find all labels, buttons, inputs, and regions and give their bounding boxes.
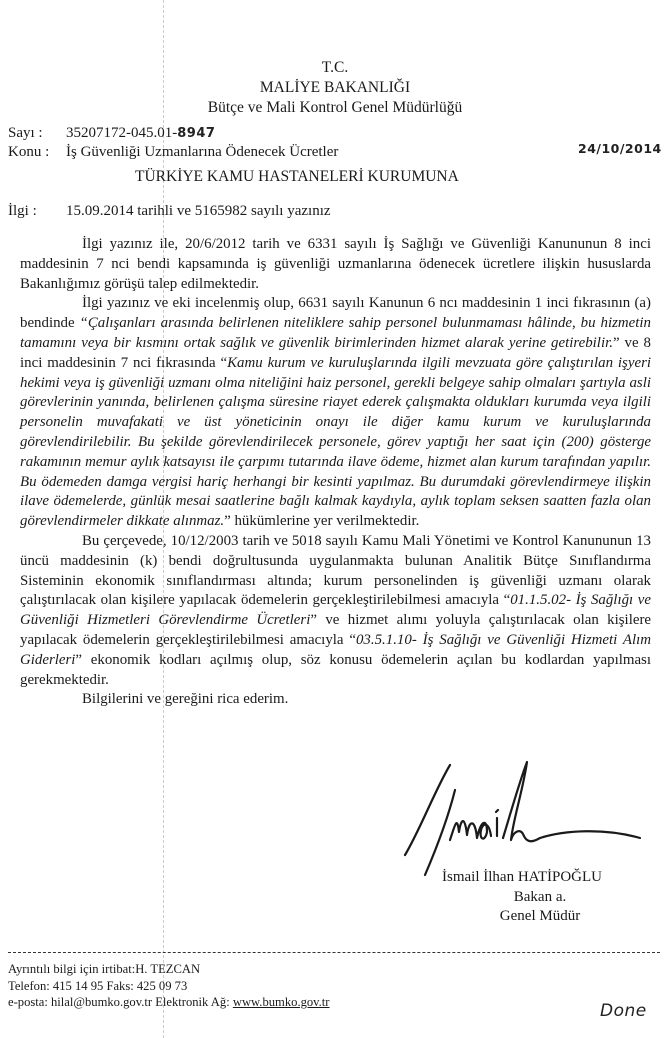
p3-text-c: ” ekonomik kodları açılmış olup, söz konusu ödemelerin açılan bu kodlardan yapılması gerekmektedir. bbox=[20, 651, 651, 688]
ilgi-value: 15.09.2014 tarihli ve 5165982 sayılı yazınız bbox=[66, 203, 331, 219]
done-handwritten: Done bbox=[600, 1001, 647, 1021]
konu-row bbox=[8, 144, 338, 161]
handwritten-signature bbox=[395, 760, 655, 885]
signatory-name: İsmail İlhan HATİPOĞLU bbox=[442, 869, 602, 885]
signatory-title-1: Bakan a. bbox=[513, 888, 567, 905]
p3-text-a: Bu çerçevede, 10/12/2003 tarih ve 5018 sayılı Kamu Mali Yönetimi ve Kontrol Kanununun 13 üncü maddesinin (k) bendi doğrultusunda uygulanmakta bulunan Analitik Bütçe Sınıflandırma Sisteminin ekonomik sınıflandırması altında; kurum personelinden iş güvenliği uzmanı olarak çalıştırılacak olan kişilere yapılacak ödemelerin gerçekleştirilebilmesi amacıyla “ bbox=[20, 532, 651, 609]
website-link[interactable]: www.bumko.gov.tr bbox=[232, 995, 330, 1009]
p3-quote-2: 03.5.1.10- İş Sağlığı ve Güvenliği Hizmeti Alım Giderleri bbox=[20, 631, 651, 668]
paragraph-3 bbox=[20, 532, 651, 690]
sayi-handwritten: 8947 bbox=[177, 126, 216, 141]
signature-block bbox=[400, 868, 650, 927]
paragraph-1: İlgi yazınız ile, 20/6/2012 tarih ve 6331 sayılı İş Sağlığı ve Güvenliği Kanununun 8 inci maddesinin 7 nci bendi kapsamında iş güvenliği uzmanlarına ödenecek ücretlere ilişkin hususlarda Bakanlığımız görüşü talep edilmektedir. bbox=[20, 236, 651, 292]
addressee: TÜRKİYE KAMU HASTANELERİ KURUMUNA bbox=[135, 168, 459, 185]
konu-label: Konu : bbox=[8, 144, 50, 160]
contact-person: Ayrıntılı bilgi için irtibat:H. TEZCAN bbox=[8, 962, 201, 976]
p2-text-a: İlgi yazınız ve eki incelenmiş olup, 6631 sayılı Kanunun 6 ncı maddesinin 1 inci fıkrasının (a) bendinde bbox=[20, 295, 651, 332]
p2-text-c: ” hükümlerine yer verilmektedir. bbox=[224, 513, 420, 530]
p3-text-b: ” ve hizmet alımı yoluyla çalıştırılacak olan kişilere yapılacak ödemelerin gerçekleştirilebilmesi amacıyla “ bbox=[20, 612, 652, 648]
ilgi-row bbox=[8, 203, 331, 220]
header-ministry: MALİYE BAKANLIĞI bbox=[259, 79, 411, 96]
p2-quote-2: Kamu kurum ve kuruluşlarında ilgili mevzuata göre çalıştırılan işyeri hekimi veya iş güvenliği uzmanı olma niteliğini haiz personel, gerekli belgeye sahip olmaları şartıyla asli görevlerinin yanında, belirlenen çalışma süresine riayet ederek çalışmakta oldukları kurumda veya ilgili personelin muvafakati ve üst yöneticinin onayı ile diğer kamu kurum ve kuruluşlarında görevlendirilebilir. Bu şekilde görevlendirilecek personele, görev yaptığı her saat için (200) gösterge rakamının memur aylık katsayısı ile çarpımı tutarında ilave ödeme, hizmet alan kurum tarafından yapılır. Bu ödemeden damga vergisi hariç herhangi bir kesinti yapılmaz. Bu durumdaki görevlendirmeye ilişkin ilave ödemelerde, günlük mesai saatlerine bağlı kalmak kaydıyla, aylık toplam seksen saatten fazla olan görevlendirmeler dikkate alınmaz. bbox=[20, 354, 651, 530]
date-handwritten: 24/10/2014 bbox=[578, 141, 662, 156]
header-tc: T.C. bbox=[321, 59, 349, 76]
sayi-row bbox=[8, 125, 215, 142]
p2-quote-1: “Çalışanları arasında belirlenen niteliklere sahip personel bulunmaması hâlinde, bu hizmetin tamamını veya bir kısmını ortak sağlık ve güvenlik birimlerinden hizmet alarak yerine getirebilir. bbox=[20, 315, 651, 351]
p3-quote-1: 01.1.5.02- İş Sağlığı ve Güvenliği Hizmetleri Görevlendirme Ücretleri bbox=[20, 592, 651, 629]
contact-phone: Telefon: 415 14 95 Faks: 425 09 73 bbox=[8, 978, 188, 993]
footer-divider bbox=[8, 952, 660, 953]
paragraph-4: Bilgilerini ve gereğini rica ederim. bbox=[82, 691, 289, 708]
email-text: e-posta: hilal@bumko.gov.tr Elektronik Ağ: bbox=[8, 995, 233, 1009]
signatory-title-2: Genel Müdür bbox=[499, 908, 581, 924]
paragraph-2 bbox=[20, 294, 651, 532]
footer-contact bbox=[8, 961, 330, 1011]
p2-text-b: ” ve 8 inci maddesinin 7 nci fıkrasında “ bbox=[20, 334, 651, 371]
letter-body bbox=[20, 235, 651, 710]
sayi-label: Sayı : bbox=[8, 125, 43, 141]
contact-email bbox=[8, 994, 330, 1011]
header-directorate: Bütçe ve Mali Kontrol Genel Müdürlüğü bbox=[207, 99, 463, 116]
sayi-value: 35207172-045.01- bbox=[66, 125, 178, 141]
ilgi-label: İlgi : bbox=[8, 203, 37, 219]
konu-value: İş Güvenliği Uzmanlarına Ödenecek Ücretler bbox=[66, 144, 339, 160]
